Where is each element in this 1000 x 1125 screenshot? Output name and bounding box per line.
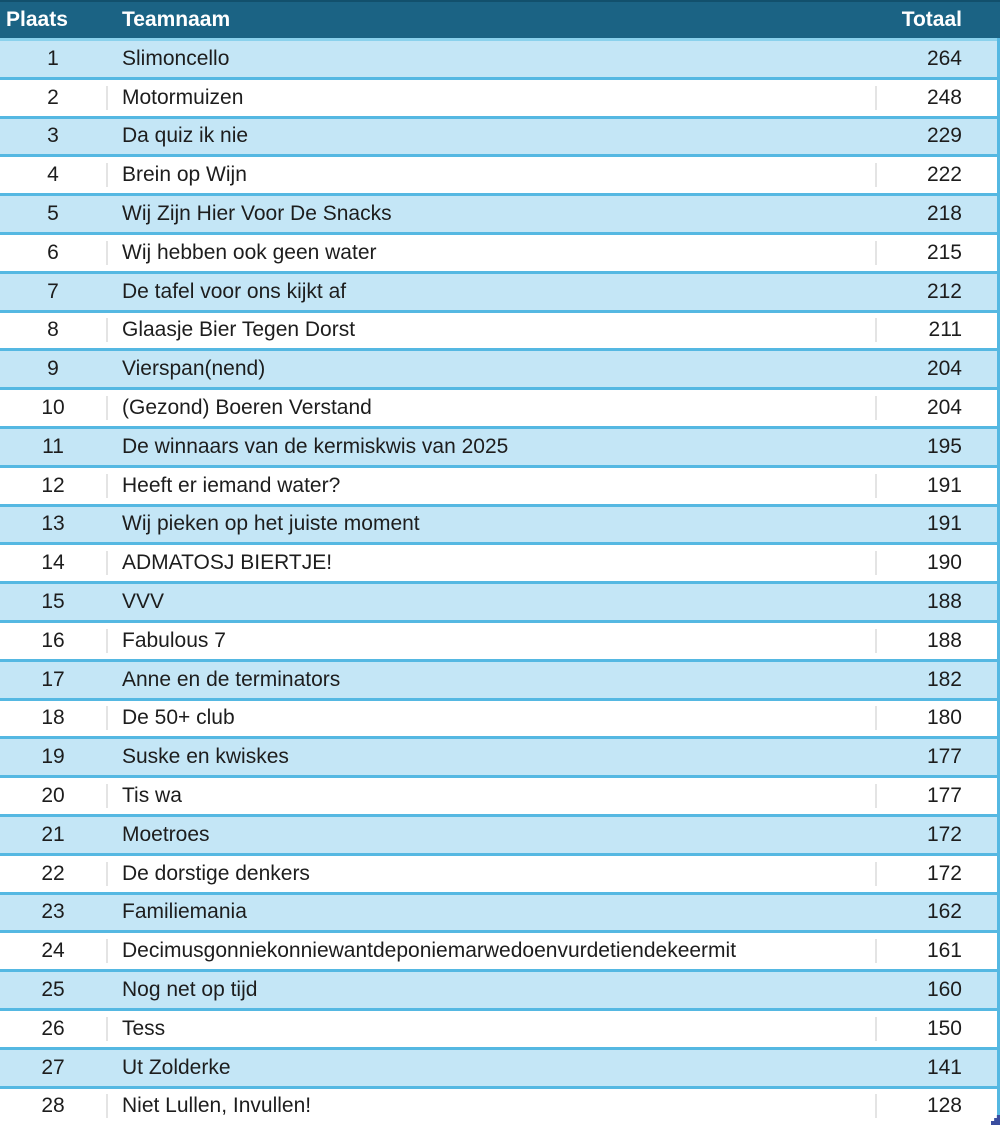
- table-row: [0, 504, 1000, 543]
- cell-totaal[interactable]: 248: [875, 86, 1000, 110]
- cell-plaats[interactable]: 2: [47, 85, 59, 109]
- cell-totaal[interactable]: 222: [875, 163, 1000, 187]
- column-header-teamnaam[interactable]: Teamnaam: [122, 8, 231, 31]
- cell-teamnaam[interactable]: Brein op Wijn: [106, 163, 875, 187]
- table-row: [0, 232, 1000, 271]
- cell-teamnaam[interactable]: Vierspan(nend): [122, 357, 266, 381]
- cell-totaal[interactable]: 177: [875, 784, 1000, 808]
- column-header-plaats[interactable]: Plaats: [6, 8, 68, 31]
- table-body: [0, 38, 1000, 1124]
- table-row: [0, 310, 1000, 349]
- cell-plaats[interactable]: 10: [41, 396, 65, 420]
- cell-teamnaam[interactable]: Wij pieken op het juiste moment: [122, 512, 420, 536]
- cell-plaats[interactable]: 13: [41, 512, 65, 536]
- table-row: [0, 969, 1000, 1008]
- cell-totaal[interactable]: 218: [926, 202, 962, 226]
- cell-plaats[interactable]: 19: [41, 745, 65, 769]
- cell-totaal[interactable]: 190: [875, 551, 1000, 575]
- cell-teamnaam[interactable]: De winnaars van de kermiskwis van 2025: [122, 434, 509, 458]
- cell-totaal[interactable]: 191: [926, 512, 962, 536]
- cell-totaal[interactable]: 161: [875, 939, 1000, 963]
- cell-plaats[interactable]: 8: [47, 318, 59, 342]
- cell-totaal[interactable]: 160: [926, 978, 962, 1002]
- table-row: [0, 271, 1000, 310]
- cell-totaal[interactable]: 188: [926, 590, 962, 614]
- table-row: [0, 154, 1000, 193]
- table-row: [0, 1008, 1000, 1047]
- cell-plaats[interactable]: 14: [41, 551, 65, 575]
- cell-plaats[interactable]: 18: [41, 706, 65, 730]
- cell-plaats[interactable]: 16: [41, 628, 65, 652]
- cell-plaats[interactable]: 23: [41, 900, 65, 924]
- cell-totaal[interactable]: 204: [875, 396, 1000, 420]
- table-row: [0, 1047, 1000, 1086]
- table-row: [0, 348, 1000, 387]
- cell-teamnaam[interactable]: Tess: [106, 1017, 875, 1041]
- cell-plaats[interactable]: 6: [47, 240, 59, 264]
- table-row: [0, 77, 1000, 116]
- cell-teamnaam[interactable]: VVV: [122, 590, 165, 614]
- cell-teamnaam[interactable]: ADMATOSJ BIERTJE!: [106, 551, 875, 575]
- cell-plaats[interactable]: 12: [41, 473, 65, 497]
- table-row: [0, 892, 1000, 931]
- table-row: [0, 659, 1000, 698]
- cell-totaal[interactable]: 128: [875, 1094, 1000, 1118]
- cell-totaal[interactable]: 150: [875, 1017, 1000, 1041]
- cell-totaal[interactable]: 204: [926, 357, 962, 381]
- cell-teamnaam[interactable]: Glaasje Bier Tegen Dorst: [106, 318, 875, 342]
- cell-totaal[interactable]: 162: [926, 900, 962, 924]
- cell-teamnaam[interactable]: Da quiz ik nie: [122, 124, 249, 148]
- cell-teamnaam[interactable]: Slimoncello: [122, 46, 230, 70]
- table-header-row: [0, 0, 1000, 38]
- cell-totaal[interactable]: 195: [926, 434, 962, 458]
- cell-totaal[interactable]: 172: [926, 822, 962, 846]
- cell-teamnaam[interactable]: Wij hebben ook geen water: [106, 241, 875, 265]
- table-row: [0, 465, 1000, 504]
- cell-plaats[interactable]: 1: [47, 46, 59, 70]
- cell-teamnaam[interactable]: Niet Lullen, Invullen!: [106, 1094, 875, 1118]
- cell-teamnaam[interactable]: Moetroes: [122, 822, 210, 846]
- cell-plaats[interactable]: 28: [41, 1094, 65, 1118]
- cell-plaats[interactable]: 24: [41, 939, 65, 963]
- table-row: [0, 620, 1000, 659]
- table-row: [0, 814, 1000, 853]
- cell-plaats[interactable]: 4: [47, 163, 59, 187]
- cell-totaal[interactable]: 180: [875, 706, 1000, 730]
- cell-teamnaam[interactable]: Motormuizen: [106, 86, 875, 110]
- cell-plaats[interactable]: 20: [41, 784, 65, 808]
- cell-totaal[interactable]: 229: [926, 124, 962, 148]
- cell-totaal[interactable]: 191: [875, 474, 1000, 498]
- cell-plaats[interactable]: 27: [41, 1055, 65, 1079]
- cell-totaal[interactable]: 182: [926, 667, 962, 691]
- table-row: [0, 736, 1000, 775]
- cell-teamnaam[interactable]: Nog net op tijd: [122, 978, 258, 1002]
- cell-plaats[interactable]: 9: [47, 357, 59, 381]
- table-row: [0, 387, 1000, 426]
- cell-plaats[interactable]: 21: [41, 822, 65, 846]
- table-row: [0, 116, 1000, 155]
- cell-totaal[interactable]: 211: [875, 318, 1000, 342]
- cell-teamnaam[interactable]: Fabulous 7: [106, 629, 875, 653]
- cell-plaats[interactable]: 22: [41, 861, 65, 885]
- cell-teamnaam[interactable]: De dorstige denkers: [106, 862, 875, 886]
- cell-plaats[interactable]: 17: [41, 667, 65, 691]
- cell-teamnaam[interactable]: De tafel voor ons kijkt af: [122, 279, 347, 303]
- cell-plaats[interactable]: 3: [47, 124, 59, 148]
- cell-teamnaam[interactable]: De 50+ club: [106, 706, 875, 730]
- cell-plaats[interactable]: 25: [41, 978, 65, 1002]
- cell-teamnaam[interactable]: Suske en kwiskes: [122, 745, 289, 769]
- table-row: [0, 581, 1000, 620]
- cell-totaal[interactable]: 212: [926, 279, 962, 303]
- table-row: [0, 426, 1000, 465]
- cell-totaal[interactable]: 141: [926, 1055, 962, 1079]
- table-row: [0, 542, 1000, 581]
- cell-teamnaam[interactable]: Decimusgonniekonniewantdeponiemarwedoenvurdetiendekeermit: [106, 939, 875, 963]
- cell-totaal[interactable]: 172: [875, 862, 1000, 886]
- table-row: [0, 853, 1000, 892]
- cell-plaats[interactable]: 7: [47, 279, 59, 303]
- cell-plaats[interactable]: 11: [42, 434, 64, 458]
- table-row: [0, 38, 1000, 77]
- cell-teamnaam[interactable]: Wij Zijn Hier Voor De Snacks: [122, 202, 392, 226]
- table-row: [0, 698, 1000, 737]
- cell-teamnaam[interactable]: Tis wa: [106, 784, 875, 808]
- cell-plaats[interactable]: 26: [41, 1016, 65, 1040]
- table-row: [0, 193, 1000, 232]
- cell-teamnaam[interactable]: (Gezond) Boeren Verstand: [106, 396, 875, 420]
- cell-totaal[interactable]: 177: [926, 745, 962, 769]
- cell-totaal[interactable]: 264: [926, 46, 962, 70]
- cell-totaal[interactable]: 215: [875, 241, 1000, 265]
- cell-plaats[interactable]: 5: [47, 202, 59, 226]
- column-header-totaal[interactable]: Totaal: [901, 8, 962, 31]
- cell-plaats[interactable]: 15: [41, 590, 65, 614]
- cell-totaal[interactable]: 188: [875, 629, 1000, 653]
- cell-teamnaam[interactable]: Anne en de terminators: [122, 667, 341, 691]
- cell-teamnaam[interactable]: Familiemania: [122, 900, 247, 924]
- table-row: [0, 1086, 1000, 1125]
- table-row: [0, 775, 1000, 814]
- cell-teamnaam[interactable]: Heeft er iemand water?: [106, 474, 875, 498]
- table-row: [0, 930, 1000, 969]
- cell-teamnaam[interactable]: Ut Zolderke: [122, 1055, 231, 1079]
